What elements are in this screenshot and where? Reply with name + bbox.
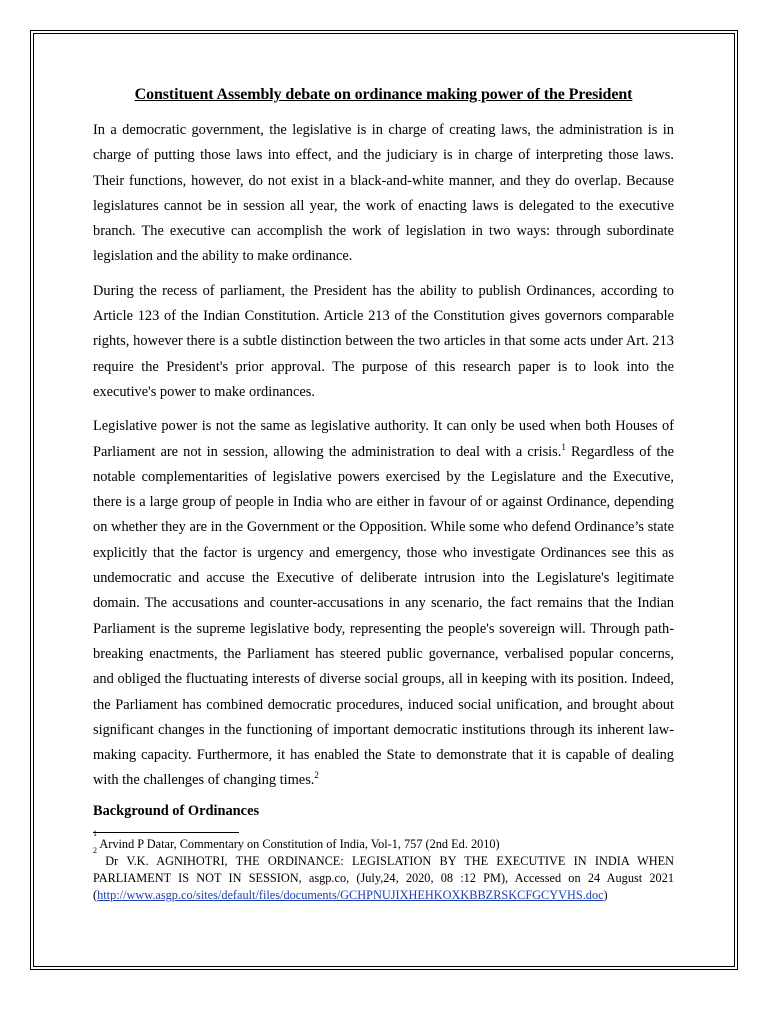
paragraph-3 [93,414,674,793]
footnote-2-close: ) [603,887,608,902]
footnote-2-text: Dr V.K. AGNIHOTRI, THE ORDINANCE: LEGISLATION BY THE EXECUTIVE IN INDIA WHEN PARLIAMENT IS NOT IN SESSION, asgp.co, (July,24, 2020, 08 :12 PM), Accessed on 24 August 2021 ( [93,853,674,902]
paragraph-3-part-a: Legislative power is not the same as legislative authority. It can only be used when both Houses of Parliament are not in session, allowing the administration to deal with a crisis. [93,418,674,460]
document-body [93,86,674,904]
footnote-ref-1[interactable]: 1 [561,441,566,452]
document-title: Constituent Assembly debate on ordinance making power of the President [134,86,633,103]
section-heading: Background of Ordinances [93,802,260,819]
paragraph-3-part-b: Regardless of the notable complementarities of legislative powers exercised by the Legislature and the Executive, there is a large group of people in India who are either in favour of or against Ordinance, depending on whether they are in the Government or the Opposition. While some who defend Ordinance’s state explicitly that the factor is urgency and emergency, those who investigate Ordinances see this as undemocratic and accuse the Executive of deliberate intrusion into the Legislature's legitimate domain. The accusations and counter-accusations in any scenario, the fact remains that the Indian Parliament is the supreme legislative body, representing the people's sovereign will. Through path-breaking enactments, the Parliament has steered public governance, verbalised popular concerns, and obliged the fluctuating interests of diverse social groups, all in keeping with its position. Indeed, the Parliament has combined democratic procedures, induced social unification, and brought about significant changes in the functioning of important democratic institutions through its inherent law-making capacity. Furthermore, it has enabled the State to demonstrate that it is capable of dealing with the challenges of changing times. [93,443,674,789]
footnote-1 [93,828,674,853]
footnote-separator [93,832,239,833]
footnote-1-text: Arvind P Datar, Commentary on Constitution of India, Vol-1, 757 (2nd Ed. 2010) [97,836,500,851]
paragraph-2: During the recess of parliament, the President has the ability to publish Ordinances, according to Article 123 of the Indian Constitution. Article 213 of the Constitution gives governors comparable rights, however there is a subtle distinction between the two articles in that some acts under Art. 213 require the President's prior approval. The purpose of this research paper is to look into the executive's power to make ordinances. [93,282,674,400]
footnote-2 [93,845,674,904]
footnote-ref-2[interactable]: 2 [314,770,319,781]
paragraph-1: In a democratic government, the legislative is in charge of creating laws, the administration is in charge of putting those laws into effect, and the judiciary is in charge of interpreting those laws. Their functions, however, do not exist in a black-and-white manner, and they do overlap. Because legislatures cannot be in session all year, the work of enacting laws is delegated to the executive branch. The executive can accomplish the work of legislation in two ways: through subordinate legislation and the ability to make ordinance. [93,122,674,265]
footnote-2-link[interactable]: http://www.asgp.co/sites/default/files/documents/GCHPNUJIXHEHKOXKBBZRSKCFGCYVHS.doc [97,887,604,902]
footnote-2-number: 2 [93,845,97,855]
footnote-1-number: 1 [93,828,97,838]
